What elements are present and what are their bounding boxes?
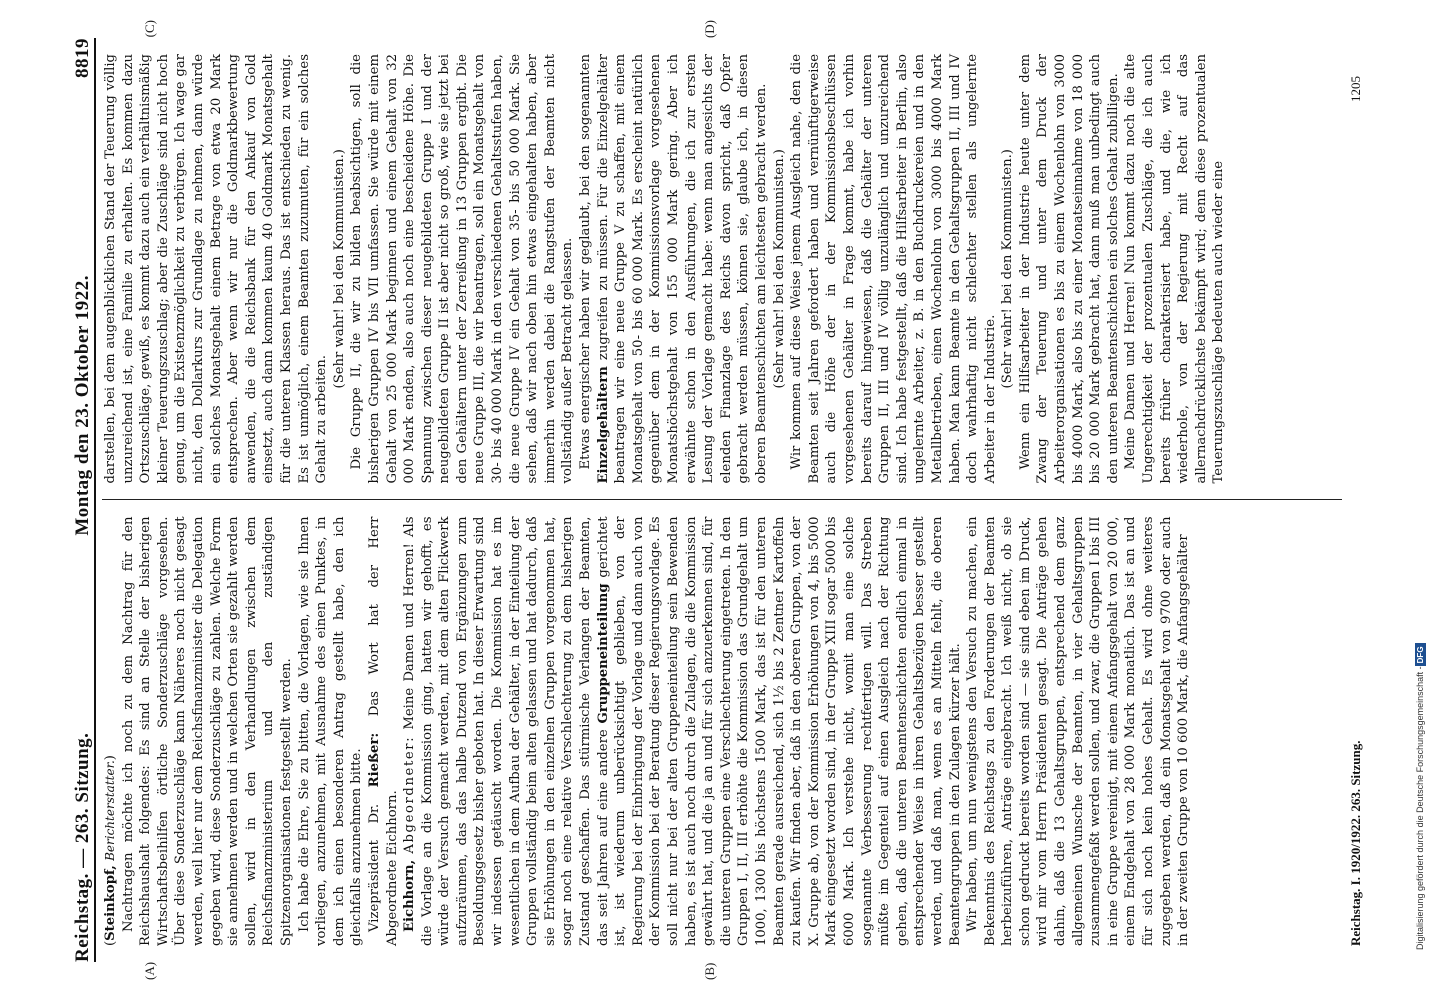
header-date: Montag den 23. Oktober 1922. bbox=[72, 274, 93, 536]
paragraph: darstellen, bei dem augenblicklichen Stand der Teuerung völlig unzureichend ist, eine Familie zu erhalten. Es kommen dazu Ortszuschläge, gewiß, es kommt dazu auch ein verhältnismäßig kleiner Teuerungszuschlag; aber die Zuschläge sind nicht hoch genug, um die Existenzmöglichkeit zu verbürgen. Ich wage gar nicht, den Dollarkurs zur Grundlage zu nehmen, dann würde ein solches Monatsgehalt einem Betrage von etwa 20 Mark entsprechen. Aber wenn wir nur die Goldmarkbewertung anwenden, die die Reichsbank für den Ankauf von Gold einsetzt, auch dann kommen kaum 40 Goldmark Monatsgehalt für die unteren Klassen heraus. Das ist entschieden zu wenig. Es ist unmöglich, einem Beamten zuzumuten, für ein solches Gehalt zu arbeiten. bbox=[103, 54, 330, 484]
left-column bbox=[102, 500, 1342, 963]
interjection: (Sehr wahr! bei den Kommunisten.) bbox=[771, 149, 787, 389]
speaker-line: (Steinkopf, Berichterstatter.) bbox=[103, 755, 118, 946]
speaker-name: Eichhorn, bbox=[402, 859, 418, 932]
text-columns bbox=[102, 38, 1342, 962]
paragraph: Nachtragen möchte ich noch zu dem Nachtrag für den Reichshaushalt folgendes: Es sind an Stelle der bisherigen Wirtschaftsbeihilfen örtliche Sonderzuschläge vorgesehen. Über diese Sonderzuschläge kann Näheres noch nicht gesagt werden, weil hier nur dem Reichsfinanzminister die Delegation gegeben wird, diese Sonderzuschläge zu zahlen. Welche Form sie annehmen werden und in welchen Orten sie gezahlt werden sollen, wird in den Verhandlungen zwischen dem Reichsfinanzministerium und den zuständigen Spitzenorganisationen festgestellt werden. bbox=[120, 516, 294, 946]
paragraph: Meine Damen und Herren! Nun kommt dazu noch die alte Ungerechtigkeit der prozentualen Zuschläge, die ich auch bereits früher charakterisiert habe, und die, wie ich wiederhole, von der Regierung mit Recht auf das allernachdrücklichste bekämpft wird; denn diese prozentualen Teuerungszuschläge bedeuten auch wieder eine bbox=[1123, 54, 1227, 484]
digitization-note bbox=[1413, 50, 1427, 950]
paragraph: Wir haben, um nun wenigstens den Versuch zu machen, ein Bekenntnis des Reichstags zu den Forderungen der Beamten herbeizuführen, Anträge eingebracht. Ich weiß nicht, ob sie schon gedruckt bereits worden sind — sie sind eben im Druck, wird mir vom Herrn Präsidenten gesagt. Die Anträge gehen dahin, daß die 13 Gehaltsgruppen, entsprechend dem ganz allgemeinen Wunsche der Beamten, in vier Gehaltsgruppen zusammengefaßt werden sollen, und zwar, die Gruppen I bis III in eine Gruppe vereinigt, mit einem Anfangsgehalt von 20 000, einem Endgehalt von 28 000 Mark monatlich. Das ist an und für sich noch kein hohes Gehalt. Es wird ohne weiteres zugegeben werden, daß ein Monatsgehalt von 9700 oder auch in der zweiten Gruppe von 10 600 Mark, die Anfangsgehälter bbox=[965, 516, 1192, 946]
footer-sheet-number: 1205 bbox=[1348, 76, 1363, 102]
paragraph: Wenn ein Hilfsarbeiter in der Industrie heute unter dem Zwang der Teuerung und unter dem Druck der Arbeiterorganisationen es bis zu einem Wochenlohn von 3000 bis 4000 Mark, also bis zu einer Monatseinnahme von 18 000 bis 20 000 Mark gebracht hat, dann muß man unbedingt auch den unteren Beamtenschichten ein solches Gehalt zubilligen. bbox=[1017, 54, 1121, 484]
paragraph: Eichhorn, Abgeordneter: Meine Damen und Herren! Als die Vorlage an die Kommission ging, hatten wir gehofft, es würde der Versuch gemacht werden, mit dem alten Flickwerk aufzuräumen, das das halbe Dutzend von Ergänzungen zum Besoldungsgesetz bisher geboten hat. In dieser Erwartung sind wir indessen getäuscht worden. Die Kommission hat es im wesentlichen in dem Aufbau der Gehälter, in der Einteilung der Gruppen vollständig beim alten gelassen und hat dadurch, daß sie Erhöhungen in den einzelnen Gruppen vorgenommen hat, sogar noch eine relative Verschlechterung zu dem bisherigen Zustand geschaffen. Das stürmische Verlangen der Beamten, das seit Jahren auf eine andere Gruppeneinteilung gerichtet ist, ist wiederum unberücksichtigt geblieben, von der Regierung bei der Einbringung der Vorlage und dann auch von der Kommission bei der Beratung dieser Regierungsvorlage. Es soll nicht nur bei der alten Gruppeneinteilung sein Bewenden haben, es ist auch noch durch die Zulagen, die die Kommission gewährt hat, und die ja an und für sich anzuerkennen sind, für die unteren Gruppen eine Verschlechterung eingetreten. In den Gruppen I, II, III erhöhte die Kommission das Grundgehalt um 1000, 1300 bis höchstens 1500 Mark, das ist für den unteren Beamten gerade ausreichend, sich 1½ bis 2 Zentner Kartoffeln zu kaufen. Wir finden aber, daß in den oberen Gruppen, von der X. Gruppe ab, von der Kommission Erhöhungen von 4, bis 5000 Mark eingesetzt worden sind, in der Gruppe XIII sogar 5000 bis 6000 Mark. Ich verstehe nicht, womit man eine solche sogenannte Verbesserung rechtfertigen will. Das Streben müßte im Gegenteil auf einen Ausgleich nach der Richtung gehen, daß die unteren Beamtenschichten endlich einmal in entsprechender Weise in ihren Gehaltsbezügen besser gestellt werden, und daß man, wenn es an Mitteln fehlt, die oberen Beamtengruppen in den Zulagen kürzer hält. bbox=[402, 516, 963, 946]
header-left: Reichstag. — 263. Sitzung. bbox=[72, 732, 93, 962]
speaker-role: Berichterstatter. bbox=[103, 760, 117, 861]
dfg-logo-icon: DFG bbox=[1415, 643, 1426, 666]
interjection: (Sehr wahr! bei den Kommunisten.) bbox=[1000, 149, 1016, 389]
page-header bbox=[66, 38, 96, 962]
margin-letter-d: (D) bbox=[702, 20, 717, 39]
speaker-role: Abgeordneter: bbox=[402, 735, 418, 854]
rotated-page bbox=[52, 20, 1382, 980]
paragraph: Vizepräsident Dr. Rießer: Das Wort hat der Herr Abgeordnete Eichhorn. bbox=[366, 516, 400, 946]
paragraph: Die Gruppe II, die wir zu bilden beabsichtigen, soll die bisherigen Gruppen IV bis VII umfassen. Sie würde mit einem Gehalt von 25 000 Mark beginnen und einem Gehalt von 32 000 Mark enden, also auch noch eine bescheidene Höhe. Die Spannung zwischen dieser neugebildeten Gruppe I und der neugebildeten Gruppe II ist aber nicht so groß, wie sie jetzt bei den Gehältern unter der Zerreißung in 13 Gruppen ergibt. Die neue Gruppe III, die wir beantragen, soll ein Monatsgehalt von 30- bis 40 000 Mark in den verschiedenen Gehaltsstufen haben, die neue Gruppe IV ein Gehalt von 35- bis 50 000 Mark. Sie sehen, daß wir nach oben hin etwas eingehalten haben, aber immerhin werden dabei die Rangstufen der Beamten nicht vollständig außer Betracht gelassen. bbox=[349, 54, 576, 484]
paragraph: Etwas energischer haben wir geglaubt, bei den sogenannten Einzelgehältern zugreifen zu müssen. Für die Einzelgehälter beantragen wir eine neue Gruppe V zu schaffen, mit einem Monatsgehalt von 50- bis 60 000 Mark. Es erscheint natürlich gegenüber dem in der Kommissionsvorlage vorgesehenen Monatshöchstgehalt von 155 000 Mark gering. Aber ich erwähnte schon in den Ausführungen, die ich zur ersten Lesung der Vorlage gemacht habe: wenn man angesichts der elenden Finanzlage des Reichs davon spricht, daß Opfer gebracht werden müssen, können sie, glaube ich, in diesen oberen Beamtenschichten am leichtesten gebracht werden. bbox=[578, 54, 769, 484]
footer-signature: Reichstag. I. 1920/1922. 263. Sitzung. bbox=[1348, 740, 1363, 946]
margin-letter-c: (C) bbox=[142, 20, 157, 38]
margin-letter-a: (A) bbox=[142, 961, 157, 980]
digitization-text: Digitalisierung gefördert durch die Deutsche Forschungsgemeinschaft - bbox=[1415, 666, 1425, 950]
speaker-name: Steinkopf, bbox=[103, 865, 118, 941]
right-column bbox=[102, 38, 1342, 500]
paragraph: Wir kommen auf diese Weise jenem Ausgleich nahe, den die Beamten seit Jahren gefordert haben und vernünftigerweise auch die Höhe der in der Kommissionsbeschlüssen vorgesehenen Gehälter in Frage kommt, habe ich vorhin bereits darauf hingewiesen, daß die Gehälter der unteren Gruppen II, III und IV völlig unzulänglich und unzureichend sind. Ich habe festgestellt, daß die Hilfsarbeiter in Berlin, also ungelernte Arbeiter, z. B. in den Buchdruckereien und in den Metallbetrieben, einen Wochenlohn von 3000 bis 4000 Mark haben. Man kann Beamte in den Gehaltsgruppen II, III und IV doch wahrhaftig nicht schlechter stellen als ungelernte Arbeiter in der Industrie. bbox=[789, 54, 998, 484]
margin-letter-b: (B) bbox=[702, 962, 717, 980]
speaker-name: Rießer: bbox=[366, 732, 382, 788]
page-number: 8819 bbox=[72, 38, 93, 79]
interjection: (Sehr wahr! bei den Kommunisten.) bbox=[331, 149, 347, 389]
paragraph: Ich habe die Ehre, Sie zu bitten, die Vorlagen, wie sie Ihnen vorliegen, anzunehmen, mit Ausnahme des einen Punktes, in dem ich einen besonderen Antrag gestellt habe, den ich gleichfalls anzunehmen bitte. bbox=[296, 516, 365, 946]
